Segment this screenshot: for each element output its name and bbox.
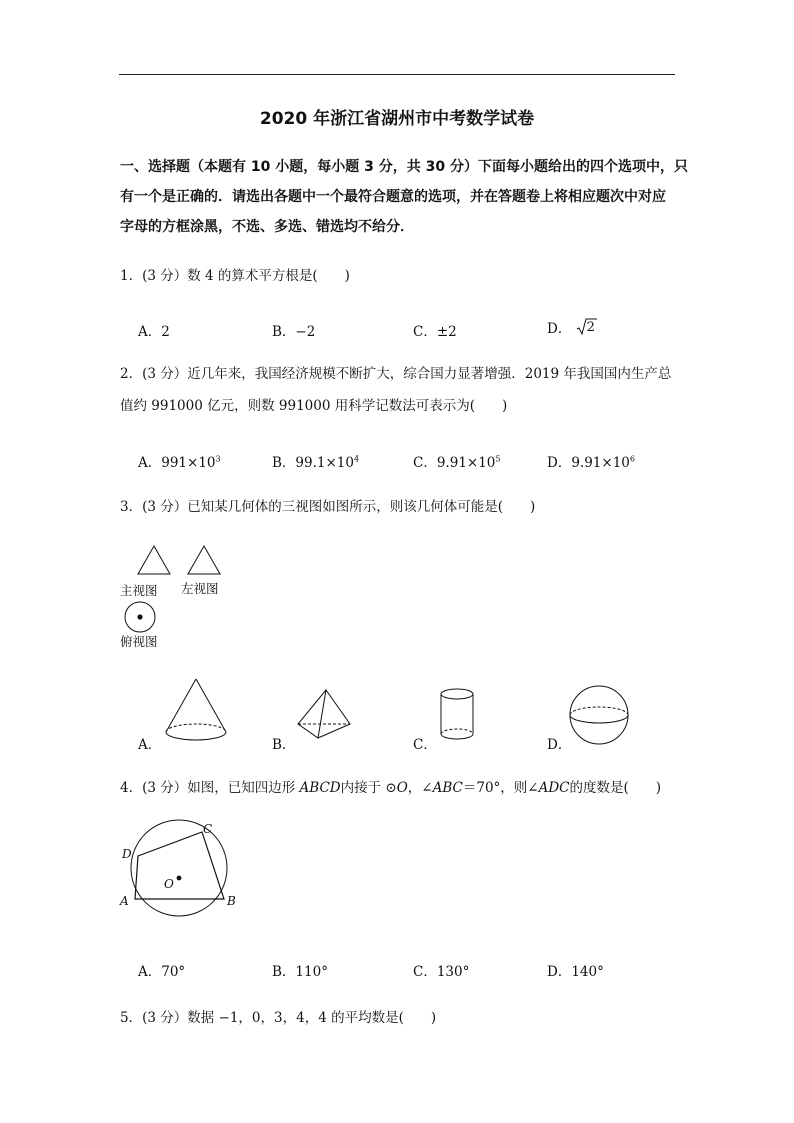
q4-text-part: 的度数是( ) bbox=[569, 780, 662, 796]
q4-text-part: ，∠ bbox=[407, 780, 433, 796]
q4-var-abc: ABC bbox=[432, 780, 463, 796]
sqrt-symbol bbox=[576, 318, 598, 336]
question-2-text bbox=[120, 358, 680, 422]
label-b: B bbox=[227, 894, 236, 908]
option-exponent: 4 bbox=[353, 454, 360, 464]
q4-var-abcd: ABCD bbox=[299, 780, 341, 796]
option-base: 99.1×10 bbox=[295, 455, 354, 471]
option-base: 9.91×10 bbox=[436, 455, 496, 471]
label-a: A bbox=[120, 894, 129, 908]
q4-option-c: C．130° bbox=[413, 964, 470, 980]
question-5-text: 5．(3 分）数据 −1，0，3，4，4 的平均数是( ) bbox=[120, 1010, 437, 1026]
option-prefix: D． bbox=[547, 455, 572, 471]
option-prefix: B． bbox=[272, 455, 296, 471]
sqrt-radicand: 2 bbox=[586, 320, 595, 335]
label-c: C bbox=[203, 822, 213, 836]
sphere-figure bbox=[566, 682, 632, 748]
q3-option-a: A． bbox=[138, 737, 162, 753]
front-view-triangle bbox=[138, 546, 170, 574]
page-title: 2020 年浙江省湖州市中考数学试卷 bbox=[259, 109, 535, 129]
question-4-text bbox=[120, 776, 661, 796]
question-2-line: 值约 991000 亿元，则数 991000 用科学记数法可表示为( ) bbox=[120, 398, 508, 414]
label-d: D bbox=[122, 847, 132, 861]
label-o: O bbox=[164, 877, 174, 891]
option-prefix: A． bbox=[138, 455, 162, 471]
q1-option-b: B．−2 bbox=[272, 324, 316, 340]
q4-option-d: D．140° bbox=[547, 964, 604, 980]
q1-option-d bbox=[547, 317, 598, 337]
q4-option-a: A．70° bbox=[138, 964, 186, 980]
circle-quadrilateral-figure bbox=[116, 818, 246, 918]
center-point bbox=[177, 876, 182, 881]
q4-var-o: O bbox=[396, 780, 408, 796]
option-exponent: 5 bbox=[495, 454, 501, 464]
top-view-center-dot bbox=[137, 614, 142, 619]
q1-option-c: C．±2 bbox=[413, 324, 457, 340]
q2-option-a bbox=[138, 451, 221, 471]
q3-option-d: D． bbox=[547, 737, 572, 753]
option-prefix: C． bbox=[413, 455, 437, 471]
side-view-triangle bbox=[188, 546, 220, 574]
front-view-label: 主视图 bbox=[120, 583, 158, 598]
q4-option-b: B．110° bbox=[272, 964, 328, 980]
top-view-label: 俯视图 bbox=[120, 634, 158, 649]
q2-option-c bbox=[413, 451, 501, 471]
option-exponent: 3 bbox=[215, 454, 221, 464]
q1-option-d-label: D． bbox=[547, 321, 572, 337]
side-view-label: 左视图 bbox=[181, 581, 219, 596]
question-3-text: 3．(3 分）已知某几何体的三视图如图所示，则该几何体可能是( ) bbox=[120, 499, 536, 515]
option-base: 9.91×10 bbox=[571, 455, 630, 471]
question-2-line: 2．(3 分）近几年来，我国经济规模不断扩大，综合国力显著增强．2019 年我国国内生产总 bbox=[120, 366, 672, 382]
q1-option-a: A．2 bbox=[138, 324, 170, 340]
q4-text-part: 4．(3 分）如图，已知四边形 bbox=[120, 780, 300, 796]
cone-figure bbox=[160, 676, 232, 746]
q2-option-d bbox=[547, 451, 635, 471]
q4-text-part: 内接于 ⊙ bbox=[340, 780, 397, 796]
option-exponent: 6 bbox=[629, 454, 635, 464]
q4-var-adc: ADC bbox=[538, 780, 570, 796]
section-instructions bbox=[120, 152, 688, 242]
option-base: 991×10 bbox=[161, 455, 216, 471]
question-1-text: 1．(3 分）数 4 的算术平方根是( ) bbox=[120, 268, 350, 284]
section-line: 一、选择题（本题有 10 小题，每小题 3 分，共 30 分）下面每小题给出的四个选项中，只 bbox=[120, 159, 688, 175]
section-line: 字母的方框涂黑，不选、多选、错选均不给分． bbox=[120, 219, 414, 235]
q2-option-b bbox=[272, 451, 359, 471]
q4-text-part: ＝70°，则∠ bbox=[462, 780, 539, 796]
cylinder-figure bbox=[436, 686, 480, 744]
section-line: 有一个是正确的．请选出各题中一个最符合题意的选项，并在答题卷上将相应题次中对应 bbox=[120, 189, 666, 205]
q3-option-b: B． bbox=[272, 737, 296, 753]
pyramid-figure bbox=[294, 686, 356, 742]
header-rule bbox=[119, 74, 675, 75]
q3-option-c: C． bbox=[413, 737, 437, 753]
